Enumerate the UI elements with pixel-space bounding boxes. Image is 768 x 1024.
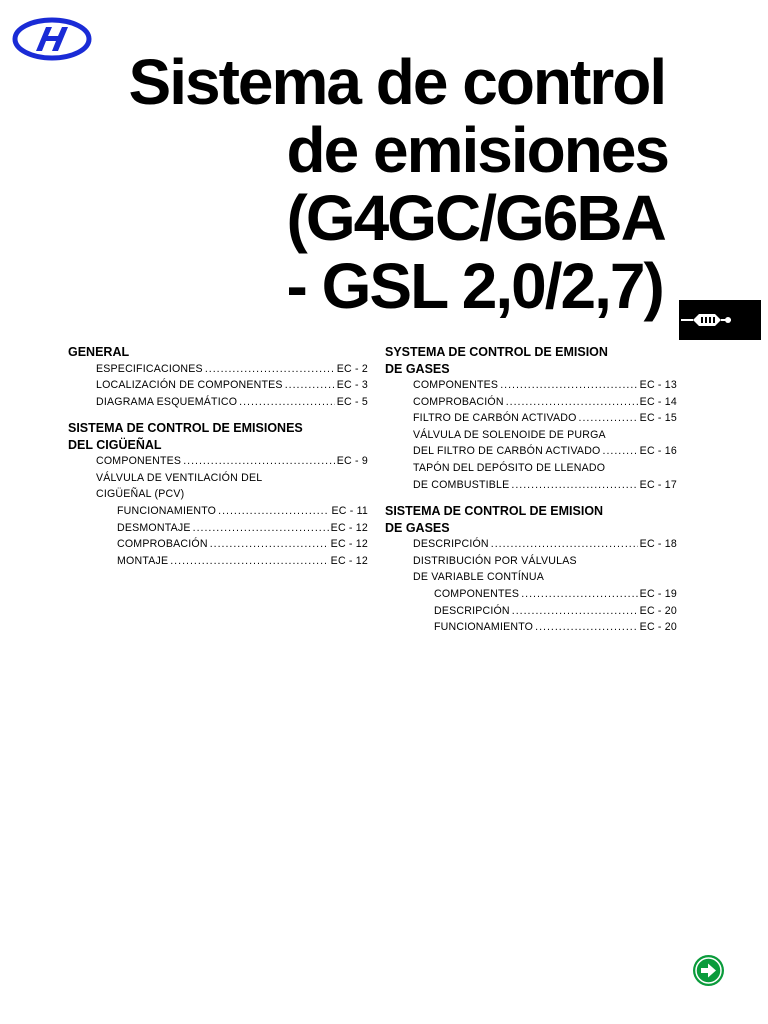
toc-entry-label: FILTRO DE CARBÓN ACTIVADO — [413, 412, 577, 425]
toc-entry[interactable] — [434, 619, 677, 636]
hyundai-logo — [12, 17, 92, 61]
section-heading — [68, 420, 368, 453]
toc-entry[interactable] — [117, 553, 368, 570]
toc-entry[interactable] — [413, 394, 677, 411]
toc-entry-page: EC - 12 — [330, 554, 368, 567]
toc-entry-label: MONTAJE — [117, 554, 169, 567]
toc-entry-page: EC - 13 — [639, 379, 677, 391]
toc-entry[interactable] — [96, 377, 368, 394]
toc-entry-label: DISTRIBUCIÓN POR VÁLVULAS — [413, 554, 577, 567]
toc-entry-label: VÁLVULA DE SOLENOIDE DE PURGA — [413, 428, 606, 441]
toc-entry[interactable] — [117, 503, 368, 520]
toc-entry[interactable] — [413, 410, 677, 427]
section-heading-line: SISTEMA DE CONTROL DE EMISION — [385, 504, 604, 519]
leader-dots — [193, 520, 329, 537]
toc-entry-label: COMPONENTES — [96, 455, 182, 468]
section-heading — [385, 503, 677, 536]
leader-dots — [218, 503, 329, 520]
toc-entry-label: COMPONENTES — [413, 379, 499, 391]
toc-entry-label: CIGÜEÑAL (PCV) — [96, 488, 185, 501]
toc-entry — [413, 553, 677, 570]
toc-entry — [96, 486, 368, 503]
toc-entry-page: EC - 9 — [336, 455, 368, 468]
toc-entry-label: DE VARIABLE CONTÍNUA — [413, 571, 544, 584]
toc-entry-page: EC - 12 — [330, 521, 368, 534]
toc-entry[interactable] — [96, 361, 368, 378]
toc-entry[interactable] — [413, 377, 677, 394]
toc-entry-label: FUNCIONAMIENTO — [434, 621, 534, 634]
section-tab[interactable] — [679, 300, 761, 340]
toc-entry[interactable] — [117, 536, 368, 553]
toc-entry-page: EC - 20 — [639, 604, 677, 617]
toc-entry-page: EC - 5 — [336, 395, 368, 408]
toc-entry-page: EC - 17 — [639, 478, 677, 491]
leader-dots — [500, 377, 637, 394]
toc-entry[interactable] — [96, 453, 368, 470]
toc-entry-label: DIAGRAMA ESQUEMÁTICO — [96, 395, 238, 408]
section-heading: GENERAL — [68, 345, 130, 359]
toc-entry[interactable] — [434, 603, 677, 620]
leader-dots — [210, 536, 329, 553]
leader-dots — [579, 410, 638, 427]
section-heading-line: SISTEMA DE CONTROL DE EMISIONES — [68, 421, 303, 436]
leader-dots — [491, 536, 638, 553]
toc-right-column — [385, 344, 677, 636]
toc-entry-page: EC - 2 — [336, 362, 368, 375]
toc-entry-page: EC - 11 — [331, 505, 368, 518]
section-heading-line: DE GASES — [385, 520, 450, 535]
toc-entry-page: EC - 20 — [639, 621, 677, 634]
toc-entry-page: EC - 14 — [639, 395, 677, 408]
toc-entry-label: LOCALIZACIÓN DE COMPONENTES — [96, 379, 283, 392]
section-heading-line: SYSTEMA DE CONTROL DE EMISION — [385, 345, 608, 359]
leader-dots — [521, 586, 637, 603]
toc-entry — [413, 427, 677, 444]
toc-entry-label: ESPECIFICACIONES — [96, 362, 203, 375]
title-line: (G4GC/G6BA — [286, 182, 665, 254]
toc-entry[interactable] — [413, 477, 677, 494]
title-line: de emisiones — [286, 114, 668, 186]
toc-left-column — [68, 344, 368, 569]
leader-dots — [511, 477, 637, 494]
section-heading — [385, 344, 677, 377]
toc-entry-page: EC - 18 — [639, 538, 677, 551]
leader-dots — [506, 394, 638, 411]
title-line: Sistema de control — [128, 46, 666, 118]
leader-dots — [535, 619, 638, 636]
toc-entry[interactable] — [117, 520, 368, 537]
toc-entry[interactable] — [413, 443, 677, 460]
section-heading-line: DE GASES — [385, 361, 450, 376]
toc-entry[interactable] — [434, 586, 677, 603]
toc-entry-page: EC - 15 — [639, 412, 677, 425]
toc-entry-page: EC - 12 — [330, 538, 368, 551]
title-line: - GSL 2,0/2,7) — [286, 250, 663, 322]
catalytic-converter-icon — [679, 300, 761, 340]
toc-entry-label: TAPÓN DEL DEPÓSITO DE LLENADO — [413, 461, 606, 474]
leader-dots — [205, 361, 335, 378]
toc-entry-label: FUNCIONAMIENTO — [117, 505, 217, 518]
toc-entry-page: EC - 19 — [639, 587, 677, 600]
page-title — [129, 48, 669, 320]
toc-entry-label: COMPROBACIÓN — [413, 395, 504, 408]
toc-entry-label: DESCRIPCIÓN — [434, 604, 510, 617]
toc-entry-page: EC - 16 — [639, 445, 677, 458]
arrow-right-icon — [693, 955, 724, 986]
leader-dots — [239, 394, 335, 411]
toc-entry — [413, 569, 677, 586]
toc-entry-label: COMPROBACIÓN — [117, 538, 208, 551]
toc-entry-label: DE COMBUSTIBLE — [413, 478, 510, 491]
section-heading-line: DEL CIGÜEÑAL — [68, 437, 162, 452]
leader-dots — [285, 377, 335, 394]
toc-entry-label: DESCRIPCIÓN — [413, 538, 489, 551]
toc-entry-page: EC - 3 — [336, 379, 368, 392]
toc-entry-label: COMPONENTES — [434, 587, 520, 600]
leader-dots — [183, 453, 335, 470]
toc-entry-label: VÁLVULA DE VENTILACIÓN DEL — [96, 471, 263, 484]
next-page-button[interactable] — [693, 955, 724, 986]
toc-entry — [96, 470, 368, 487]
leader-dots — [170, 553, 328, 570]
toc-entry[interactable] — [96, 394, 368, 411]
toc-entry-label: DEL FILTRO DE CARBÓN ACTIVADO — [413, 445, 601, 458]
leader-dots — [512, 603, 638, 620]
toc-entry-label: DESMONTAJE — [117, 521, 191, 534]
leader-dots — [603, 443, 638, 460]
toc-entry[interactable] — [413, 536, 677, 553]
toc-entry — [413, 460, 677, 477]
